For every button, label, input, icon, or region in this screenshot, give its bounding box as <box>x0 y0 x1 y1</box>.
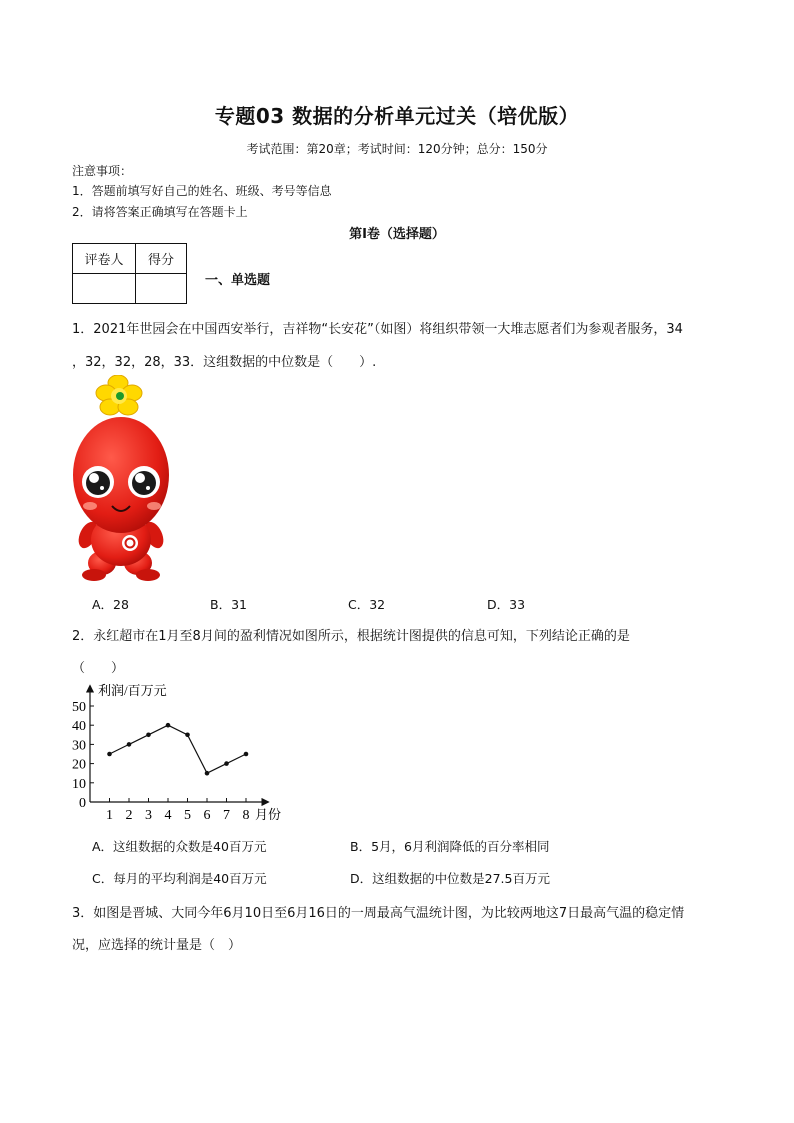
data-point <box>107 752 112 757</box>
score-table-grader-header: 评卷人 <box>73 244 136 274</box>
question-1-option-a[interactable]: A．28 <box>92 597 129 612</box>
data-point <box>127 742 132 747</box>
page-title: 专题03 数据的分析单元过关（培优版） <box>214 104 580 128</box>
question-1-option-b[interactable]: B．31 <box>210 597 247 612</box>
y-tick-label: 50 <box>72 700 86 715</box>
question-1-option-c[interactable]: C．32 <box>348 597 386 612</box>
score-table-score-cell[interactable] <box>136 274 187 304</box>
data-point <box>244 752 249 757</box>
note-item-2: 2．请将答案正确填写在答题卡上 <box>72 205 248 219</box>
question-1-option-d[interactable]: D．33 <box>487 597 526 612</box>
question-1-line-2: ，32，32，28，33．这组数据的中位数是（ ）. <box>72 355 377 370</box>
question-3-line-2: 况，应选择的统计量是（ ） <box>72 938 242 953</box>
y-axis-label: 利润/百万元 <box>98 683 167 698</box>
flower-icon <box>96 375 142 415</box>
profit-line-chart <box>68 680 298 830</box>
data-point <box>166 723 171 728</box>
y-tick-label: 20 <box>72 757 86 773</box>
x-tick-label: 7 <box>223 808 230 823</box>
question-3-line-1: 3．如图是晋城、大同今年6月10日至6月16日的一周最高气温统计图，为比较两地这7日最高气温的稳定情 <box>72 906 685 921</box>
y-tick-label: 0 <box>79 796 86 811</box>
x-axis-label: 月份 <box>255 807 282 822</box>
exam-info: 考试范围：第20章；考试时间：120分钟；总分：150分 <box>246 142 548 156</box>
y-tick-label: 40 <box>72 719 86 735</box>
x-tick-label: 3 <box>145 808 152 823</box>
question-2-option-a[interactable]: A．这组数据的众数是40百万元 <box>92 839 267 854</box>
x-tick-label: 6 <box>203 808 211 823</box>
score-table-score-header: 得分 <box>136 244 187 274</box>
x-tick-label: 8 <box>242 808 250 823</box>
x-tick-label: 2 <box>125 808 133 823</box>
y-tick-label: 10 <box>72 776 86 792</box>
question-2-option-c[interactable]: C．每月的平均利润是40百万元 <box>92 871 267 886</box>
section-title: 第Ⅰ卷（选择题） <box>349 227 445 242</box>
data-point <box>224 761 229 766</box>
x-tick-label: 4 <box>164 808 172 823</box>
question-2-option-d[interactable]: D．这组数据的中位数是27.5百万元 <box>350 871 550 886</box>
data-point <box>146 733 151 738</box>
notes-heading: 注意事项： <box>72 164 133 178</box>
x-tick-label: 1 <box>106 808 113 823</box>
data-point <box>205 771 210 776</box>
x-tick-label: 5 <box>184 808 191 823</box>
y-tick-label: 30 <box>72 738 86 754</box>
data-point <box>185 733 190 738</box>
question-2-option-b[interactable]: B．5月，6月利润降低的百分率相同 <box>350 839 550 854</box>
part-heading: 一、单选题 <box>205 273 271 288</box>
profit-series-line <box>110 725 247 773</box>
question-1-line-1: 1．2021年世园会在中国西安举行，吉祥物“长安花”（如图）将组织带领一大堆志愿者们为参观者服务，34 <box>72 322 683 337</box>
question-2-line-1: 2．永红超市在1月至8月间的盈利情况如图所示，根据统计图提供的信息可知，下列结论正确的是 <box>72 629 630 644</box>
score-table <box>72 243 187 304</box>
question-2-line-2: （ ） <box>72 661 125 676</box>
mascot-changanhua-image <box>68 375 188 585</box>
score-table-grader-cell[interactable] <box>73 274 136 304</box>
note-item-1: 1．答题前填写好自己的姓名、班级、考号等信息 <box>72 184 332 198</box>
